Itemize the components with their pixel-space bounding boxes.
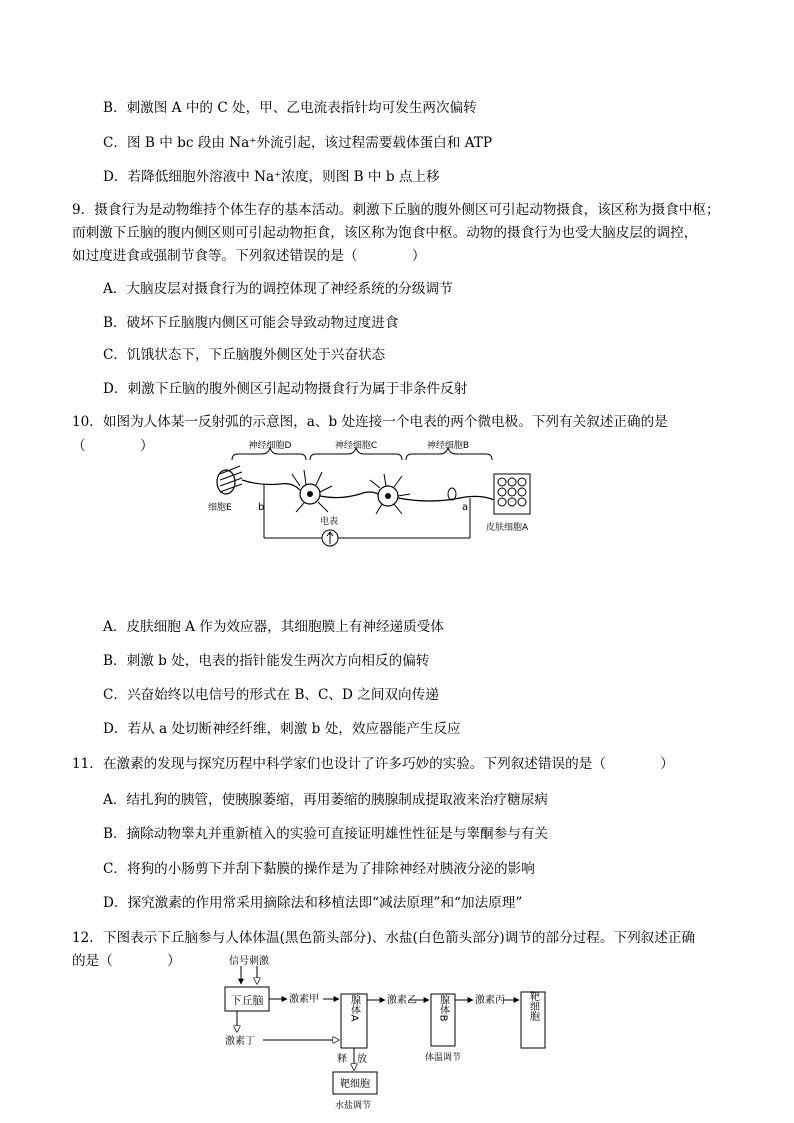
q10-stem-line: 10．如图为人体某一反射弧的示意图，a、b 处连接一个电表的两个微电极。下列有关叙述正确的是 <box>72 414 668 430</box>
meter-icon <box>322 530 338 546</box>
q9-option-c: C．饥饿状态下，下丘脑腹外侧区处于兴奋状态 <box>103 347 386 363</box>
option-b: B．刺激图 A 中的 C 处，甲、乙电流表指针均可发生两次偏转 <box>103 100 477 116</box>
skin-cell-a-label: 皮肤细胞A <box>486 523 529 533</box>
q11-option-d: D．探究激素的作用常采用摘除法和移植法即“减法原理”和“加法原理” <box>103 895 523 911</box>
q10-option-d: D．若从 a 处切断神经纤维，刺激 b 处，效应器能产生反应 <box>103 721 461 737</box>
q11-stem-line: 11．在激素的发现与探究历程中科学家们也设计了许多巧妙的实验。下列叙述错误的是（ ） <box>72 756 674 772</box>
neuron-c-icon <box>370 474 410 514</box>
q12-stem-line: 12．下图表示下丘脑参与人体体温(黑色箭头部分)、水盐(白色箭头部分)调节的部分过程。下列叙述正确 <box>72 930 696 946</box>
option-c: C．图 B 中 bc 段由 Na⁺外流引起，该过程需要载体蛋白和 ATP <box>103 135 492 151</box>
hormone-ding-label: 激素丁 <box>225 1036 255 1047</box>
reflex-arc-figure <box>200 438 540 550</box>
cell-e-label: 细胞E <box>208 503 232 513</box>
q10-option-b: B．刺激 b 处，电表的指针能发生两次方向相反的偏转 <box>103 653 430 669</box>
q11-option-b: B．摘除动物睾丸并重新植入的实验可直接证明雄性性征是与睾酮参与有关 <box>103 826 548 842</box>
point-a-label: a <box>462 502 469 513</box>
target-cell-label-2: 靶细胞 <box>527 991 539 1021</box>
hormone-yi-label: 激素乙 <box>387 995 417 1006</box>
q12-stem-line: 的是（ ） <box>72 953 181 969</box>
neuron-b-label: 神经细胞B <box>426 441 470 451</box>
q9-option-a: A．大脑皮层对摄食行为的调控体现了神经系统的分级调节 <box>103 281 453 297</box>
q10-option-a: A．皮肤细胞 A 作为效应器，其细胞膜上有神经递质受体 <box>103 619 444 635</box>
q10-stem-line: （ ） <box>72 438 154 454</box>
q9-stem-line: 而刺激下丘脑的腹内侧区则可引起动物拒食，该区称为饱食中枢。动物的摄食行为也受大脑皮层的调控， <box>72 225 698 241</box>
neuron-b-soma-icon <box>448 488 456 500</box>
meter-label: 电表 <box>320 517 339 527</box>
hypothalamus-label: 下丘脑 <box>230 994 264 1007</box>
neuron-c-label: 神经细胞C <box>334 441 378 451</box>
cell-e-icon <box>217 466 242 494</box>
option-d: D．若降低细胞外溶液中 Na⁺浓度，则图 B 中 b 点上移 <box>103 169 440 185</box>
hormone-bing-label: 激素丙 <box>475 995 505 1006</box>
gland-a-label: 腺体A <box>348 994 360 1022</box>
q9-stem-line: 9．摄食行为是动物维持个体生存的基本活动。刺激下丘脑的腹外侧区可引起动物摄食，该区称为摄食中枢； <box>72 202 720 218</box>
gland-b-label: 腺体B <box>437 994 449 1022</box>
point-b-label: b <box>258 502 265 513</box>
skin-cell-a-icon <box>494 474 530 514</box>
hormone-regulation-figure <box>215 952 555 1114</box>
thermo-label: 体温调节 <box>425 1053 462 1063</box>
q9-option-d: D．刺激下丘脑的腹外侧区引起动物摄食行为属于非条件反射 <box>103 381 468 397</box>
signal-label: 信号刺激 <box>229 956 269 967</box>
q11-option-c: C．将狗的小肠剪下并刮下黏膜的操作是为了排除神经对胰液分泌的影响 <box>103 861 535 877</box>
q9-option-b: B．破坏下丘脑腹内侧区可能会导致动物过度进食 <box>103 315 399 331</box>
q9-stem-line: 如过度进食或强制节食等。下列叙述错误的是（ ） <box>72 248 426 264</box>
neuron-d-icon <box>292 470 332 512</box>
q10-option-c: C．兴奋始终以电信号的形式在 B、C、D 之间双向传递 <box>103 687 439 703</box>
q11-option-a: A．结扎狗的胰管，使胰腺萎缩，再用萎缩的胰腺制成提取液来治疗糖尿病 <box>103 792 548 808</box>
release-label: 释 放 <box>337 1054 367 1065</box>
hormone-jia-label: 激素甲 <box>289 994 319 1005</box>
neuron-d-label: 神经细胞D <box>248 441 292 451</box>
target-cell-label: 靶细胞 <box>340 1079 370 1090</box>
water-salt-label: 水盐调节 <box>335 1101 372 1111</box>
